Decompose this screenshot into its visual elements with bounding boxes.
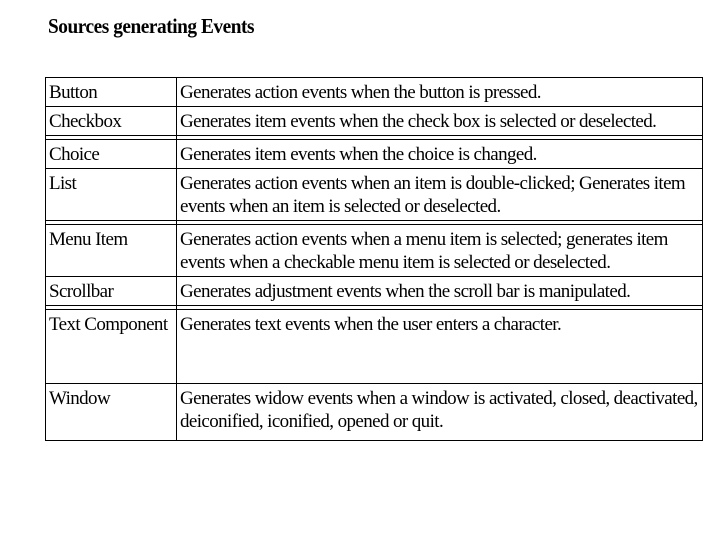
description-cell: Generates item events when the check box is selected or deselected.	[177, 107, 703, 136]
source-cell: Window	[46, 384, 177, 441]
table-row	[46, 107, 703, 136]
sources-events-table	[45, 77, 703, 441]
description-cell: Generates action events when the button is pressed.	[177, 78, 703, 107]
source-cell: Scrollbar	[46, 277, 177, 306]
source-cell: Button	[46, 78, 177, 107]
source-cell: Text Component	[46, 310, 177, 384]
description-cell: Generates action events when a menu item is selected; generates item events when a checkable menu item is selected or deselected.	[177, 225, 703, 277]
description-cell: Generates text events when the user enters a character.	[177, 310, 703, 384]
page-title: Sources generating Events	[48, 14, 255, 38]
table-row	[46, 310, 703, 384]
table-row	[46, 140, 703, 169]
table-row	[46, 277, 703, 306]
source-cell: List	[46, 169, 177, 221]
source-cell: Menu Item	[46, 225, 177, 277]
description-cell: Generates item events when the choice is changed.	[177, 140, 703, 169]
description-cell: Generates adjustment events when the scroll bar is manipulated.	[177, 277, 703, 306]
source-cell: Choice	[46, 140, 177, 169]
table-row	[46, 169, 703, 221]
table-row	[46, 384, 703, 441]
table-row	[46, 225, 703, 277]
source-cell: Checkbox	[46, 107, 177, 136]
table-row	[46, 78, 703, 107]
description-cell: Generates action events when an item is double-clicked; Generates item events when an item is selected or deselected.	[177, 169, 703, 221]
description-cell: Generates widow events when a window is activated, closed, deactivated, deiconified, iconified, opened or quit.	[177, 384, 703, 441]
